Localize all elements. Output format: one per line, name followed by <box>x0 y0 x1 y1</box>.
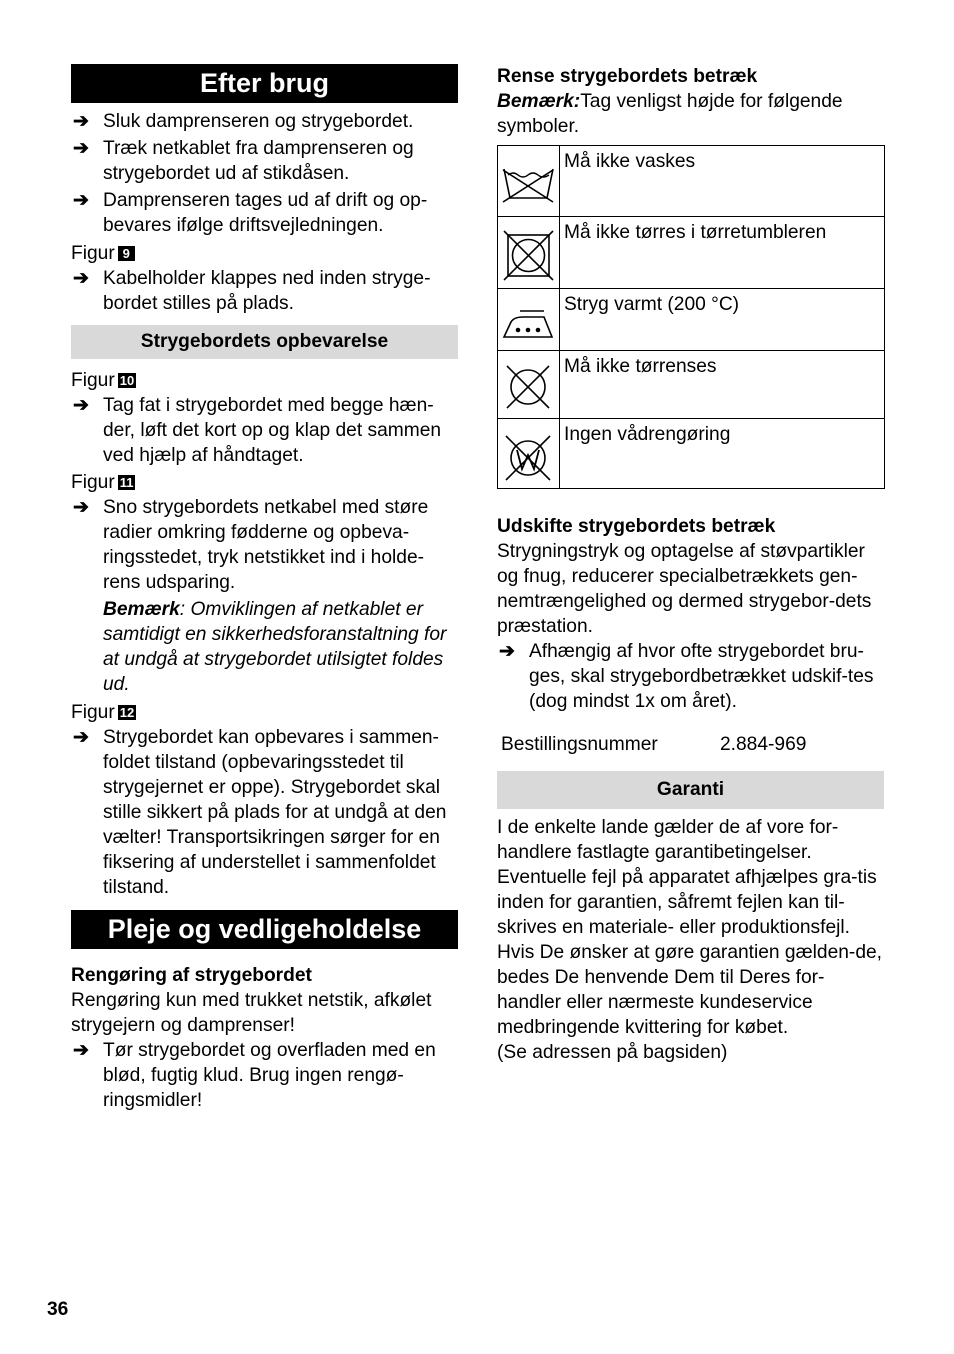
no-wash-icon <box>498 146 559 209</box>
arrow-right-icon: ➔ <box>73 395 90 416</box>
right-column <box>497 64 884 1065</box>
order-number-value: 2.884-969 <box>720 734 807 755</box>
care-symbols-table <box>497 145 885 489</box>
list-item: ➔ Træk netkablet fra damprenseren og strygebordet ud af stikdåsen. <box>73 138 414 184</box>
table-row <box>498 217 885 289</box>
section-heading-garanti: Garanti <box>497 771 884 809</box>
figure-number-badge: 11 <box>119 475 134 490</box>
table-row <box>498 351 885 419</box>
section-heading-efter-brug: Efter brug <box>71 64 458 103</box>
paragraph: Rengøring kun med trukket netstik, afkølet strygejern og damprenser! <box>71 990 432 1036</box>
paragraph: Strygningstryk og optagelse af støvpartikler og fnug, reducerer specialbetrækkets gen-nemtrængelighed og dermed strygebor-dets præstation. <box>497 541 872 637</box>
figure-number-badge: 12 <box>119 705 135 720</box>
table-row <box>498 419 885 489</box>
arrow-right-icon: ➔ <box>499 641 516 662</box>
figure-reference: Figur 10 <box>71 370 135 391</box>
symbol-label: Må ikke tørrenses <box>560 351 885 419</box>
list-item: ➔ Strygebordet kan opbevares i sammen-foldet tilstand (opbevaringsstedet til strygejernet er oppe). Strygebordet skal stille sikkert på plads for at undgå at den vælter! Transportsikringen sørger for en fiksering af understellet i sammenfoldet tilstand. <box>73 727 447 898</box>
no-tumble-dry-icon <box>498 217 559 281</box>
figure-number-badge: 10 <box>119 373 135 388</box>
note: Bemærk: Omviklingen af netkablet er samtidigt en sikkerhedsforanstaltning for at undgå at strygebordet utilsigtet foldes ud. <box>103 599 447 695</box>
list-item: ➔ Damprenseren tages ud af drift og op-bevares ifølge driftsvejledningen. <box>73 190 428 236</box>
symbol-label: Stryg varmt (200 °C) <box>560 289 885 351</box>
note: Bemærk:Tag venligst højde for følgende symboler. <box>497 91 843 137</box>
paragraph: I de enkelte lande gælder de af vore for-handlere fastlagte garantibetingelser. Eventuelle fejl på apparatet afhjælpes gra-tis inden for garantien, såfremt fejlen kan til-skrives en materiale- eller produktionsfejl. Hvis De ønsker at gøre garantien gælden-de, bedes De henvende Dem til Deres for-handler eller nærmeste kundeservice medbringende kvittering for købet. <box>497 817 882 1038</box>
subheading-udskifte: Udskifte strygebordets betræk <box>497 516 776 537</box>
iron-hot-icon <box>498 289 559 343</box>
symbol-label: Ingen vådrengøring <box>560 419 885 489</box>
figure-reference: Figur 9 <box>71 241 458 266</box>
list-item: ➔ Tør strygebordet og overfladen med en blød, fugtig klud. Brug ingen rengø-ringsmidler! <box>73 1040 436 1111</box>
arrow-right-icon: ➔ <box>73 1040 90 1061</box>
list-item: ➔ Afhængig af hvor ofte strygebordet bru-ges, skal strygebordbetrækket udskif-tes (dog mindst 1x om året). <box>499 641 874 712</box>
figure-reference: Figur 12 <box>71 702 135 723</box>
left-column <box>71 64 458 1113</box>
list-item: ➔ Sluk damprenseren og strygebordet. <box>73 111 414 132</box>
order-number <box>497 732 884 757</box>
arrow-right-icon: ➔ <box>73 111 90 132</box>
arrow-right-icon: ➔ <box>73 497 90 518</box>
list-item: ➔ Kabelholder klappes ned inden stryge-bordet stilles på plads. <box>73 268 431 314</box>
section-heading-opbevarelse: Strygebordets opbevarelse <box>71 325 458 359</box>
figure-reference: Figur 11 <box>71 472 134 493</box>
page-number: 36 <box>47 1299 69 1320</box>
section-heading-pleje: Pleje og vedligeholdelse <box>71 910 458 949</box>
subheading-rense: Rense strygebordets betræk <box>497 66 758 87</box>
symbol-label: Må ikke vaskes <box>560 146 885 217</box>
table-row <box>498 146 885 217</box>
paragraph: (Se adressen på bagsiden) <box>497 1042 728 1063</box>
symbol-label: Må ikke tørres i tørretumbleren <box>560 217 885 289</box>
subheading-rengoring: Rengøring af strygebordet <box>71 965 312 986</box>
arrow-right-icon: ➔ <box>73 268 90 289</box>
arrow-right-icon: ➔ <box>73 138 90 159</box>
order-number-label: Bestillingsnummer <box>501 734 658 755</box>
no-dry-clean-icon <box>498 351 559 411</box>
list-item: ➔ Sno strygebordets netkabel med støre radier omkring fødderne og opbeva-ringsstedet, tryk netstikket ind i holde-rens udsparing. <box>73 497 429 593</box>
figure-number-badge: 9 <box>118 246 135 261</box>
arrow-right-icon: ➔ <box>73 190 90 211</box>
list-item: ➔ Tag fat i strygebordet med begge hæn-der, løft det kort op og klap det sammen ved hjælp af håndtaget. <box>73 395 442 466</box>
table-row <box>498 289 885 351</box>
no-wet-clean-icon <box>498 419 559 481</box>
arrow-right-icon: ➔ <box>73 727 90 748</box>
